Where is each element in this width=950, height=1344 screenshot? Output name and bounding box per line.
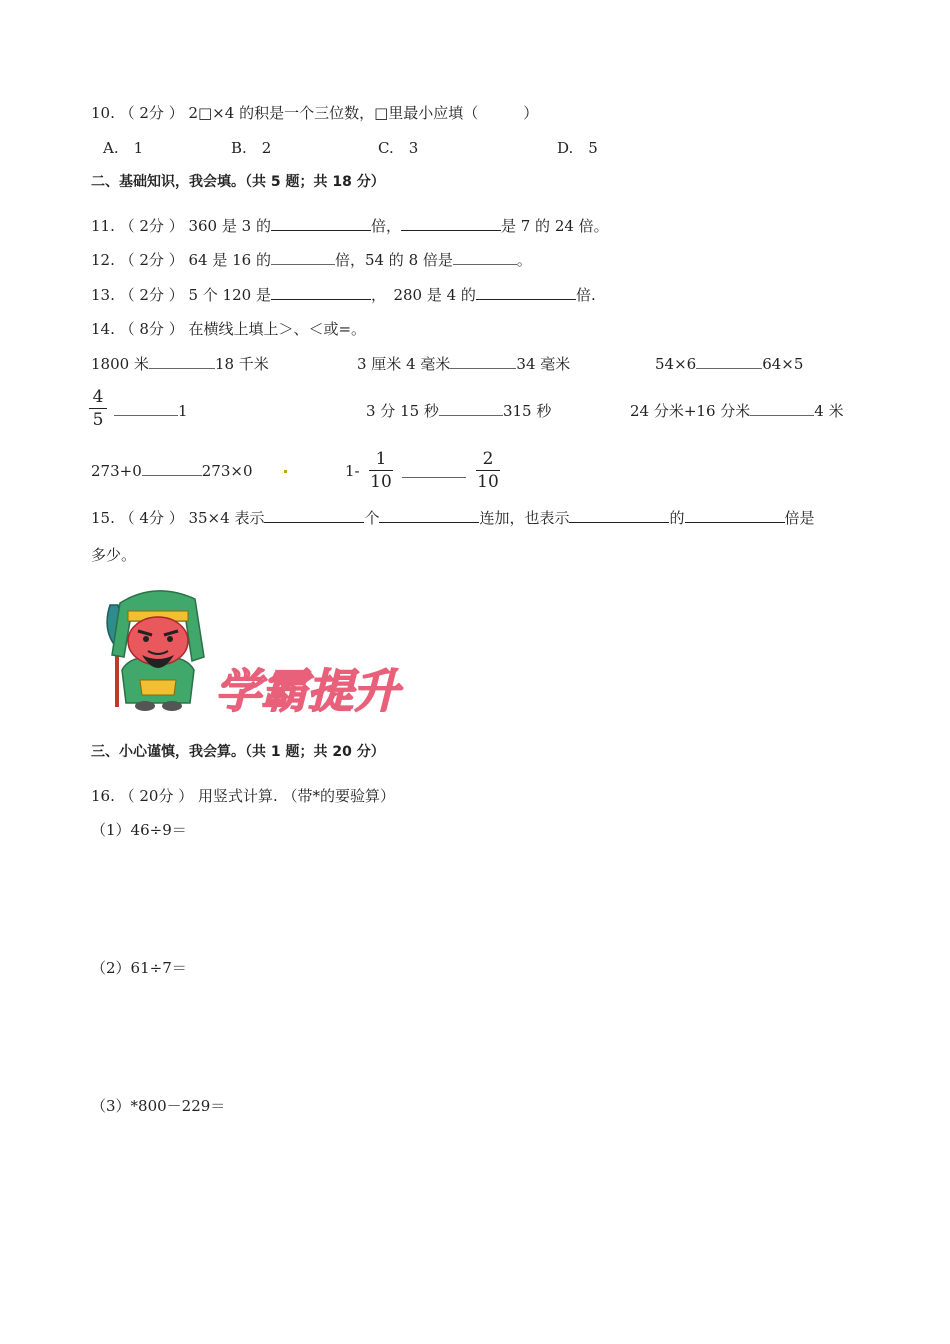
banner-text: 学霸提升 [215,664,399,718]
compare-right: 64×5 [762,355,804,373]
question-12 [91,250,532,270]
answer-blank[interactable] [439,401,503,416]
fraction-bar [476,470,500,471]
compare-prefix: 1- [345,462,360,480]
answer-blank[interactable] [114,401,178,416]
banner-illustration [100,585,440,720]
answer-blank[interactable] [476,285,576,300]
compare-left: 24 分米+16 分米 [630,402,751,420]
question-16: 16. （ 20分 ） 用竖式计算. （带*的要验算） [91,787,396,805]
q11-text-a: 11. （ 2分 ） 360 是 3 的 [91,217,271,235]
section-2-heading: 二、基础知识，我会填。（共 5 题；共 18 分） [91,174,385,190]
compare-item [357,354,570,374]
compare-item [91,461,253,481]
stray-dot [284,470,287,473]
q15-text-a: 15. （ 4分 ） 35×4 表示 [91,509,265,527]
answer-blank[interactable] [149,354,215,369]
question-15-cont: 多少。 [91,546,137,564]
fraction-1-10 [369,449,393,492]
calc-item-2: （2）61÷7＝ [91,959,187,977]
q12-text-a: 12. （ 2分 ） 64 是 16 的 [91,251,271,269]
compare-left: 273+0 [91,462,142,480]
compare-left: 3 厘米 4 毫米 [357,355,451,373]
compare-item [366,401,551,421]
answer-blank[interactable] [569,508,669,523]
option-b: B. 2 [231,139,272,157]
fraction-denominator: 10 [370,472,392,492]
compare-left: 1800 米 [91,355,149,373]
answer-blank[interactable] [401,216,501,231]
q15-text-c: 连加，也表示 [479,509,570,527]
fraction-denominator: 10 [477,472,499,492]
q13-text-c: 倍. [575,286,596,304]
answer-blank[interactable] [402,477,466,478]
compare-right: 273×0 [201,462,253,480]
answer-blank[interactable] [696,354,762,369]
option-c: C. 3 [378,139,419,157]
compare-right: 315 秒 [502,402,552,420]
answer-blank[interactable] [271,250,335,265]
answer-blank[interactable] [271,285,371,300]
q15-text-b: 个 [364,509,380,527]
compare-item [91,354,269,374]
question-11 [91,216,609,236]
fraction-bar [89,408,107,409]
option-d: D. 5 [557,139,598,157]
section-3-heading: 三、小心谨慎，我会算。（共 1 题；共 20 分） [91,744,385,760]
answer-blank[interactable] [685,508,785,523]
q12-text-c: 。 [516,251,532,269]
answer-blank[interactable] [450,354,516,369]
compare-right: 4 米 [814,402,844,420]
fraction-2-10 [476,449,500,492]
question-13 [91,285,596,305]
q12-text-b: 倍，54 的 8 倍是 [334,251,453,269]
answer-blank[interactable] [453,250,517,265]
compare-right: 1 [178,402,188,420]
compare-right: 34 毫米 [516,355,571,373]
fraction-numerator: 1 [375,449,387,469]
character-icon [112,591,204,711]
fraction-numerator: 2 [482,449,494,469]
option-a: A. 1 [103,139,144,157]
calc-item-1: （1）46÷9＝ [91,821,187,839]
calc-item-3: （3）*800－229＝ [91,1097,226,1115]
answer-blank[interactable] [142,461,202,476]
fraction-bar [369,470,393,471]
fraction-numerator: 4 [92,387,104,407]
compare-right: 18 千米 [214,355,269,373]
q15-text-d: 的 [669,509,685,527]
compare-item [655,354,803,374]
compare-item [114,401,188,421]
answer-blank[interactable] [750,401,814,416]
q15-text-e: 倍是 [784,509,815,527]
question-10: 10. （ 2分 ） 2□×4 的积是一个三位数，□里最小应填（ ） [91,104,539,122]
answer-blank[interactable] [264,508,364,523]
fraction-4-5 [89,387,107,430]
q11-text-b: 倍， [370,217,401,235]
compare-left: 54×6 [655,355,697,373]
question-14-title: 14. （ 8分 ） 在横线上填上＞、＜或=。 [91,320,367,338]
q13-text-b: ， 280 是 4 的 [370,286,476,304]
q13-text-a: 13. （ 2分 ） 5 个 120 是 [91,286,271,304]
fraction-denominator: 5 [92,410,104,430]
q11-text-c: 是 7 的 24 倍。 [500,217,609,235]
compare-left: 3 分 15 秒 [366,402,439,420]
question-15 [91,508,815,528]
answer-blank[interactable] [379,508,479,523]
compare-item [630,401,844,421]
answer-blank[interactable] [271,216,371,231]
